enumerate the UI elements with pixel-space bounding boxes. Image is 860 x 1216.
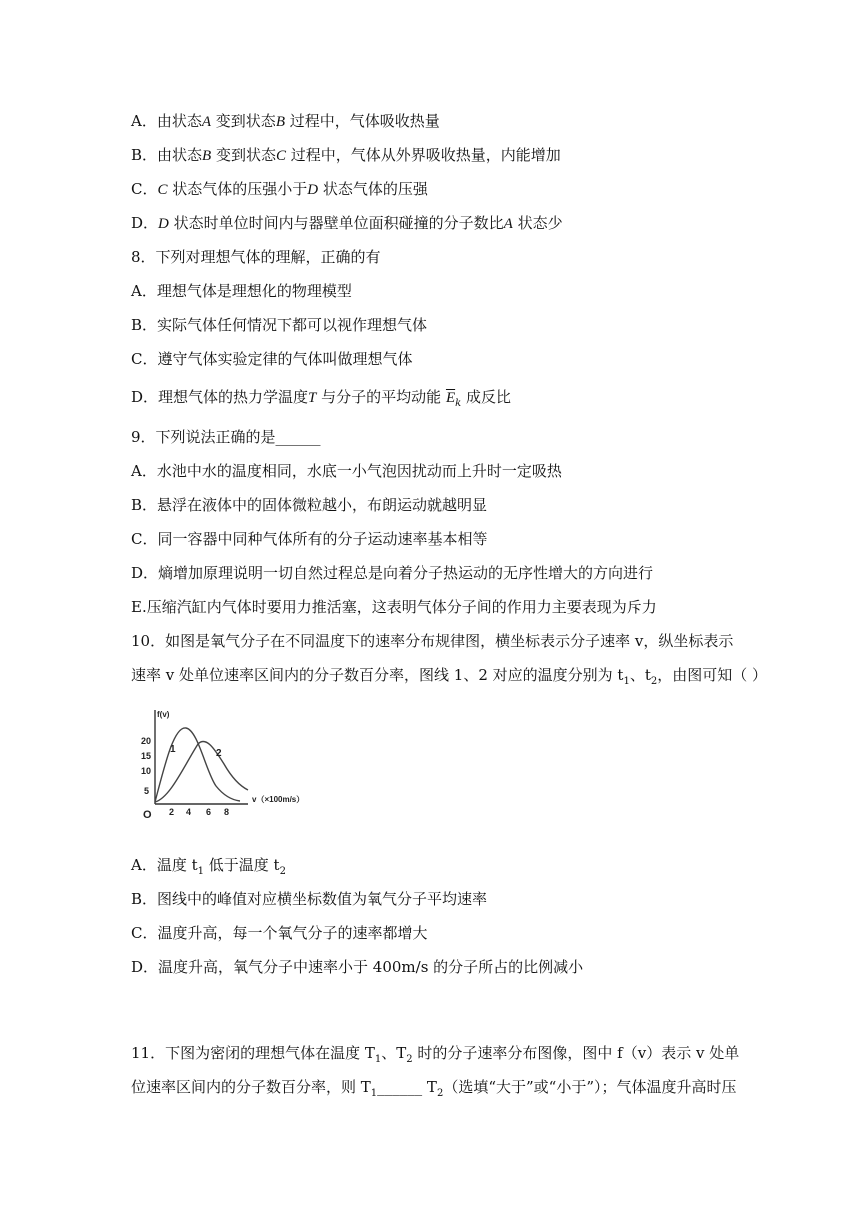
q10-option-d: D．温度升高，氧气分子中速率小于 400m/s 的分子所占的比例减小 <box>131 958 584 976</box>
q7-option-a: A．由状态A 变到状态B 过程中，气体吸收热量 <box>131 112 440 130</box>
q9-option-d: D．熵增加原理说明一切自然过程总是向着分子热运动的无序性增大的方向进行 <box>131 564 654 582</box>
q9-option-c: C．同一容器中同种气体所有的分子运动速率基本相等 <box>131 530 488 548</box>
curve-1 <box>155 728 240 802</box>
q9-option-a: A．水池中水的温度相同，水底一小气泡因扰动而上升时一定吸热 <box>131 462 562 480</box>
y-tick-15: 15 <box>141 751 152 761</box>
q8-option-a: A．理想气体是理想化的物理模型 <box>131 282 352 300</box>
q7-option-b: B．由状态B 变到状态C 过程中，气体从外界吸收热量，内能增加 <box>131 146 561 164</box>
curve-2-label: 2 <box>216 748 222 759</box>
q10-option-b: B．图线中的峰值对应横坐标数值为氧气分子平均速率 <box>131 890 488 908</box>
q10-stem-line1: 10．如图是氧气分子在不同温度下的速率分布规律图，横坐标表示分子速率 v，纵坐标表示 <box>131 632 734 650</box>
x-tick-2: 2 <box>169 807 175 817</box>
q7-option-c: C．C 状态气体的压强小于D 状态气体的压强 <box>131 180 428 198</box>
q10-option-c: C．温度升高，每一个氧气分子的速率都增大 <box>131 924 428 942</box>
q10-stem-line2: 速率 v 处单位速率区间内的分子数百分率，图线 1、2 对应的温度分别为 $t_1$、$t_2$，由图可知（ ） <box>131 666 767 687</box>
q8-option-d: D．理想气体的热力学温度T 与分子的平均动能 $\overline{E}_k$ 成反比 <box>131 388 511 409</box>
y-tick-20: 20 <box>141 736 152 746</box>
curve-1-label: 1 <box>170 744 176 755</box>
y-tick-5: 5 <box>144 786 150 796</box>
q8-option-c: C．遵守气体实验定律的气体叫做理想气体 <box>131 350 413 368</box>
q9-stem: 9．下列说法正确的是______ <box>131 428 321 446</box>
q10-option-a: A．温度 $t_1$ 低于温度 $t_2$ <box>131 856 286 877</box>
q7-option-d: D．D 状态时单位时间内与器壁单位面积碰撞的分子数比A 状态少 <box>131 214 563 232</box>
q8-option-b: B．实际气体任何情况下都可以视作理想气体 <box>131 316 428 334</box>
q9-option-e: E.压缩汽缸内气体时要用力推活塞，这表明气体分子间的作用力主要表现为斥力 <box>131 598 657 616</box>
x-tick-6: 6 <box>206 807 212 817</box>
x-tick-4: 4 <box>186 807 192 817</box>
origin-label: O <box>143 809 152 820</box>
q11-stem-line1: 11．下图为密闭的理想气体在温度 $T_1$、$T_2$ 时的分子速率分布图像，图中 f（v）表示 v 处单 <box>131 1044 740 1065</box>
q9-option-b: B．悬浮在液体中的固体微粒越小，布朗运动就越明显 <box>131 496 488 514</box>
x-axis-label: v（×100m/s） <box>252 795 305 804</box>
x-tick-8: 8 <box>224 807 230 817</box>
speed-distribution-graph <box>140 704 320 820</box>
avg-kinetic-energy-symbol: $\overline{E}_k$ <box>445 390 462 409</box>
q11-stem-line2: 位速率区间内的分子数百分率，则 $T_1\_\_\_\_\_\_$ $T_2$（选填“大于”或“小于”）；气体温度升高时压 <box>131 1078 737 1099</box>
y-tick-10: 10 <box>141 766 152 776</box>
y-axis-label: f(v) <box>157 710 170 719</box>
q8-stem: 8．下列对理想气体的理解，正确的有 <box>131 248 381 266</box>
